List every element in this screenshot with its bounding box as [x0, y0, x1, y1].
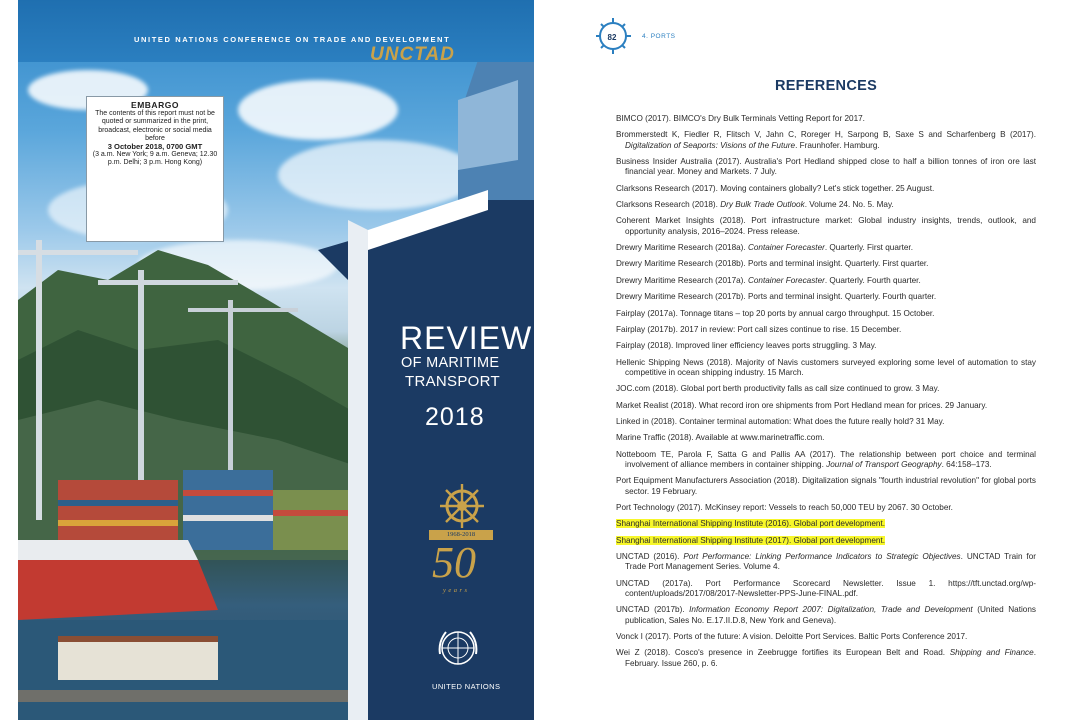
reference-text: [616, 243, 913, 252]
reference-item: [616, 157, 1036, 177]
cover-title-transport: TRANSPORT: [405, 373, 500, 390]
reference-text: [616, 401, 987, 410]
references-list: [616, 114, 1036, 675]
reference-text: [616, 384, 939, 393]
reference-text-main: JOC.com (2018). Global port berth productivity falls as call size continued to grow. 3 May.: [616, 384, 940, 394]
reference-text: [616, 200, 894, 209]
reference-text-main: Port Technology (2017). McKinsey report: Vessels to reach 50,000 TEU by 2067. 30 October.: [616, 503, 953, 513]
unctad-logo: UNCTAD: [370, 44, 455, 65]
reference-item: [616, 130, 1036, 150]
reference-item: [616, 579, 1036, 599]
reference-text-main: Fairplay (2018). Improved liner efficiency leaves ports struggling. 3 May.: [616, 341, 877, 351]
reference-text: [616, 605, 1036, 624]
reference-text: [616, 309, 934, 318]
reference-text: [616, 503, 953, 512]
reference-title-italic: Container Forecaster: [747, 275, 825, 285]
reference-item: [616, 503, 1036, 513]
reference-item: [616, 536, 1036, 546]
page-number: 82: [607, 33, 617, 42]
reference-text: [616, 536, 885, 545]
reference-text-main: Fairplay (2017a). Tonnage titans – top 20 ports by annual cargo throughput. 15 October.: [616, 308, 935, 318]
reference-text-main: Drewry Maritime Research (2018a).: [616, 242, 748, 252]
cover-title-review: REVIEW: [400, 320, 533, 356]
reference-text: [616, 579, 1036, 598]
reference-item: [616, 276, 1036, 286]
reference-text: [616, 358, 1036, 377]
reference-text-main: Drewry Maritime Research (2018b). Ports and terminal insight. Quarterly. First quarter.: [616, 259, 929, 269]
reference-item: [616, 292, 1036, 302]
reference-text-main: Shanghai International Shipping Institute (2017). Global port development.: [616, 535, 886, 545]
reference-text-tail: . UNCTAD Train for Trade Port Management Series. Volume 4.: [625, 552, 1036, 572]
reference-text: [616, 130, 1036, 149]
reference-item: [616, 605, 1036, 625]
reference-text-main: Clarksons Research (2018).: [616, 199, 721, 209]
reference-item: [616, 184, 1036, 194]
cover-year: 2018: [425, 403, 485, 431]
reference-text-tail: (United Nations publication, Sales No. E.17.II.D.8, New York and Geneva).: [625, 605, 1036, 625]
united-nations-label: UNITED NATIONS: [432, 682, 501, 691]
reference-text-main: Clarksons Research (2017). Moving containers globally? Let's stick together. 25 August.: [616, 183, 935, 193]
embargo-title: EMBARGO: [131, 100, 179, 110]
reference-text: [616, 417, 944, 426]
reference-item: [616, 552, 1036, 572]
anniversary-number: 50: [432, 538, 476, 587]
reference-item: [616, 259, 1036, 269]
reference-text: [616, 648, 1036, 667]
reference-item: [616, 433, 1036, 443]
cover-title-of-maritime: OF MARITIME: [401, 355, 500, 371]
reference-text-tail: . Volume 24. No. 5. May.: [804, 199, 894, 209]
reference-title-italic: Dry Bulk Trade Outlook: [720, 199, 805, 209]
reference-text: [616, 519, 885, 528]
reference-title-italic: Port Performance: Linking Performance Indicators to Strategic Objectives: [683, 552, 961, 562]
reference-text-main: Drewry Maritime Research (2017b). Ports and terminal insight. Quarterly. Fourth quarter.: [616, 292, 937, 302]
reference-text-main: Fairplay (2017b). 2017 in review: Port call sizes continue to rise. 15 December.: [616, 324, 902, 334]
reference-text-main: UNCTAD (2017a). Port Performance Scorecard Newsletter. Issue 1. https://tft.unctad.org/wp-content/uploads/2017/08/2017-Newsletter-PPS-June-FINAL.pdf.: [616, 578, 1036, 598]
anniversary-word: years: [443, 587, 470, 594]
reference-item: [616, 216, 1036, 236]
reference-text: [616, 552, 1036, 571]
reference-text-main: Shanghai International Shipping Institute (2016). Global port development.: [616, 519, 886, 529]
anniversary-range: 1968-2018: [429, 530, 493, 540]
embargo-notice: [86, 96, 224, 242]
reference-item: [616, 341, 1036, 351]
un-emblem-icon: [434, 624, 482, 672]
reference-text: [616, 476, 1036, 495]
reference-item: [616, 309, 1036, 319]
reference-text: [616, 433, 824, 442]
reference-text-main: Market Realist (2018). What record iron ore shipments from Port Hedland mean for prices. 29 January.: [616, 400, 988, 410]
report-cover: [18, 0, 534, 720]
reference-text-main: Linked in (2018). Container terminal automation: What does the future really hold? 31 May.: [616, 417, 945, 427]
reference-text: [616, 114, 865, 123]
embargo-date: 3 October 2018, 0700 GMT: [107, 142, 203, 152]
organization-name: UNITED NATIONS CONFERENCE ON TRADE AND DEVELOPMENT: [134, 35, 451, 44]
reference-item: [616, 200, 1036, 210]
reference-title-italic: Journal of Transport Geography: [826, 460, 942, 470]
reference-item: [616, 384, 1036, 394]
reference-text-main: Hellenic Shipping News (2018). Majority of Navis customers surveyed exploring some level of automation to stay competitive in ocean shipping industry. 15 March.: [616, 357, 1036, 377]
reference-text-main: UNCTAD (2016).: [616, 552, 684, 562]
reference-text-tail: . Fraunhofer. Hamburg.: [795, 140, 880, 150]
reference-text-main: Notteboom TE, Parola F, Satta G and Pallis AA (2017). The relationship between port choice and terminal involvement of alliance members in container shipping.: [616, 449, 1036, 470]
reference-text-main: Vonck I (2017). Ports of the future: A vision. Deloitte Port Services. Baltic Ports Conference 2017.: [616, 631, 968, 641]
reference-text: [616, 341, 876, 350]
reference-item: [616, 476, 1036, 496]
embargo-body: The contents of this report must not be quoted or summarized in the print, broadcast, electronic or social media before: [95, 110, 215, 142]
reference-title-italic: Shipping and Finance: [949, 648, 1034, 658]
reference-text-main: Business Insider Australia (2017). Australia's Port Hedland shipped close to half a billion tonnes of iron ore last financial year. Money and Markets. 7 July.: [616, 156, 1036, 177]
reference-text: [616, 292, 936, 301]
reference-title-italic: Information Economy Report 2007: Digitalization, Trade and Development: [689, 605, 973, 615]
reference-text: [616, 184, 934, 193]
reference-text: [616, 157, 1036, 176]
reference-item: [616, 114, 1036, 124]
reference-item: [616, 325, 1036, 335]
reference-text-tail: . February. Issue 260, p. 6.: [625, 648, 1036, 668]
embargo-times: (3 a.m. New York; 9 a.m. Geneva; 12.30 p.m. Delhi; 3 p.m. Hong Kong): [92, 151, 218, 167]
reference-text-main: Coherent Market Insights (2018). Port infrastructure market: Global industry insights, trends, outlook, and opportunity analysis, 2016–2024. Press release.: [616, 216, 1036, 236]
reference-text-tail: . Quarterly. Fourth quarter.: [824, 275, 921, 285]
reference-text-main: Brommerstedt K, Fiedler R, Flitsch V, Jahn C, Roreger H, Sarpong B, Saxe S and Scharfenberg B (2017).: [616, 130, 1036, 140]
references-heading: REFERENCES: [774, 78, 878, 94]
reference-text-tail: . 64:158–173.: [941, 460, 992, 470]
reference-text-main: Wei Z (2018). Cosco's presence in Zeebrugge fortifies its European Belt and Road.: [616, 648, 950, 658]
reference-item: [616, 243, 1036, 253]
reference-text-main: Marine Traffic (2018). Available at www.marinetraffic.com.: [616, 433, 825, 443]
reference-text: [616, 450, 1036, 469]
reference-text: [616, 632, 967, 641]
reference-item: [616, 358, 1036, 378]
reference-title-italic: Container Forecaster: [747, 242, 825, 252]
reference-text-main: BIMCO (2017). BIMCO's Dry Bulk Terminals Vetting Report for 2017.: [616, 114, 865, 123]
reference-text-main: Port Equipment Manufacturers Association (2018). Digitalization signals "fourth industrial revolution" for global ports sector. 19 February.: [616, 476, 1036, 496]
reference-text: [616, 276, 921, 285]
reference-title-italic: Digitalization of Seaports: Visions of the Future: [625, 140, 796, 150]
chapter-label: 4. PORTS: [642, 33, 676, 40]
reference-item: [616, 519, 1036, 529]
reference-item: [616, 450, 1036, 470]
reference-text: [616, 259, 928, 268]
cover-header-band: [18, 0, 534, 62]
reference-item: [616, 417, 1036, 427]
reference-text-main: Drewry Maritime Research (2017a).: [616, 275, 748, 285]
reference-item: [616, 401, 1036, 411]
reference-item: [616, 648, 1036, 668]
reference-text: [616, 325, 901, 334]
reference-text: [616, 216, 1036, 235]
reference-item: [616, 632, 1036, 642]
ship-wheel-icon: [438, 482, 486, 530]
reference-text-tail: . Quarterly. First quarter.: [824, 242, 913, 252]
reference-text-main: UNCTAD (2017b).: [616, 605, 690, 615]
